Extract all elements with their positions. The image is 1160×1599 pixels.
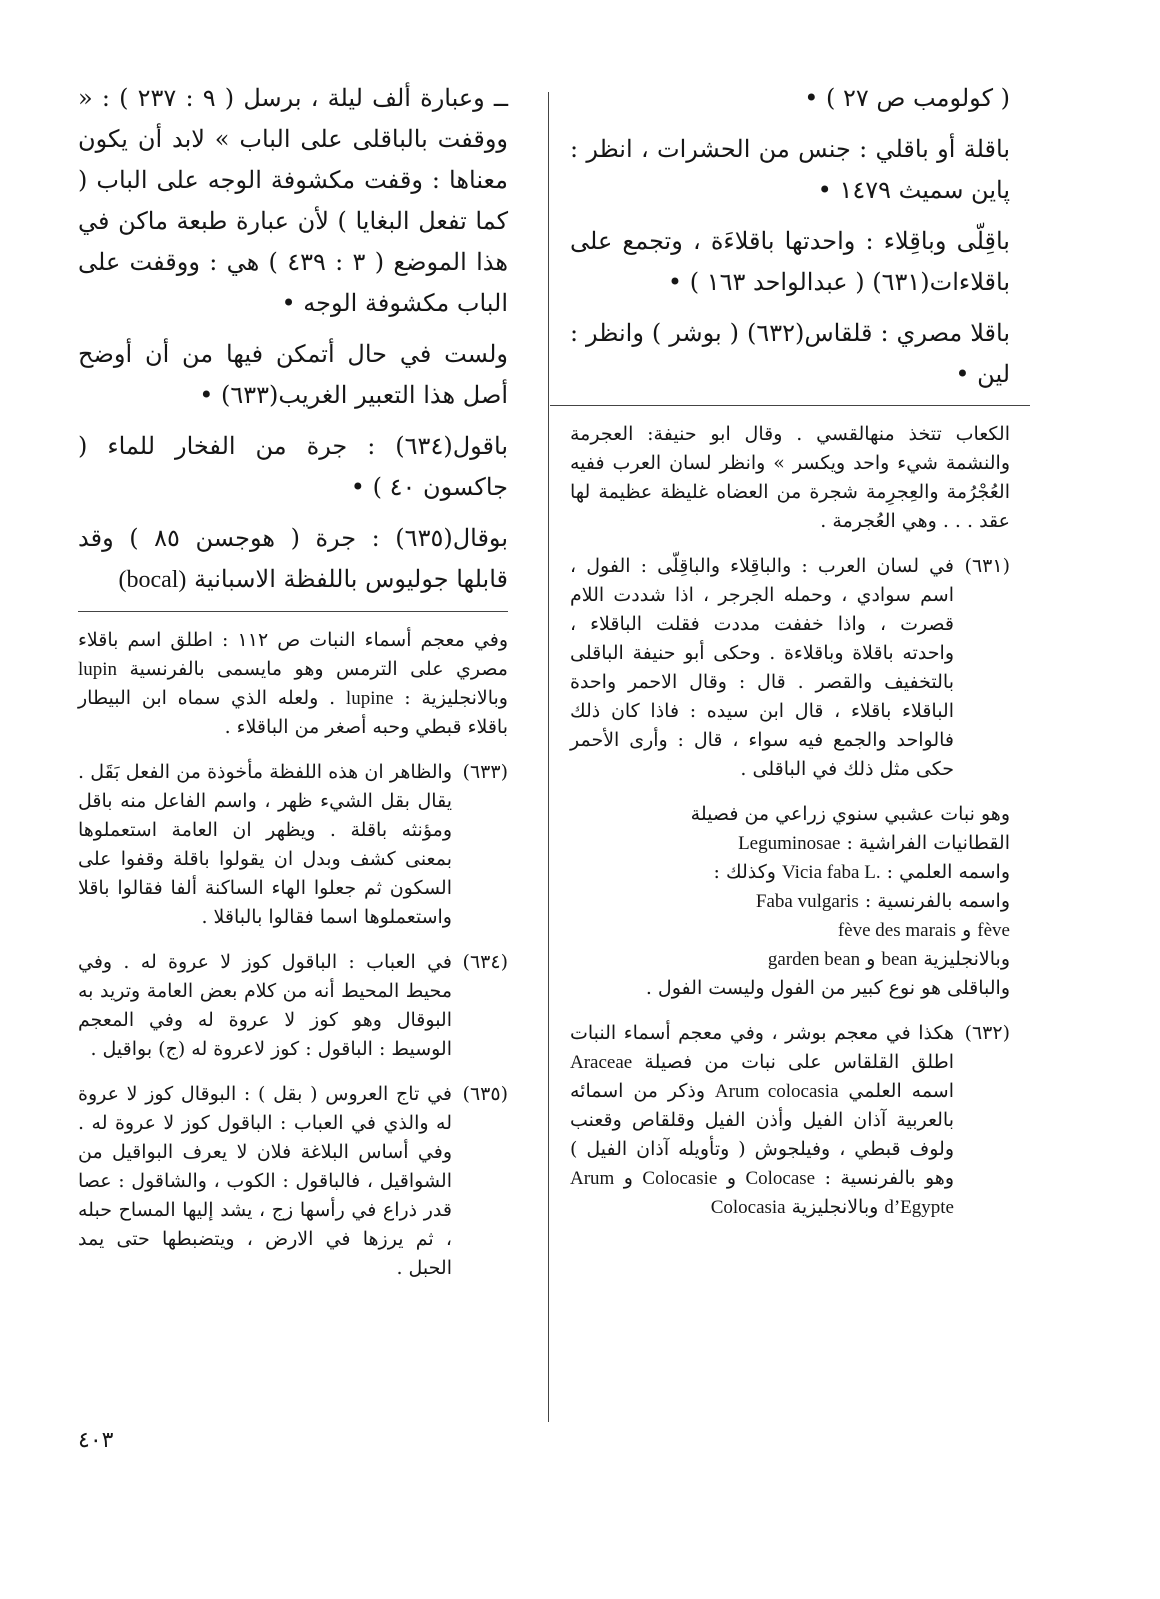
footnote-arabic: وبالانجليزية : [404,687,508,709]
footnote-latin-term: Araceae [570,1052,633,1073]
entry-baqla: باقلة أو باقلي : جنس من الحشرات ، انظر : پاين سميث ١٤٧٩ • [570,135,1010,204]
entry-boqal-text: بوقال(٦٣٥) : جرة ( هوجسن ٨٥ ) وقد قابلها جوليوس باللفظة الاسبانية [78,524,509,593]
footnote-number: (٦٣١) [964,555,1010,577]
botany-latin-term: Leguminosae [738,833,841,854]
footnote-635 [78,1080,508,1283]
entry-baqilla: باقِلّى وباقِلاء : واحدتها باقلاءَة ، وتجمع على باقلاءات(٦٣١) ( عبدالواحد ١٦٣ ) • [570,227,1010,296]
footnote-latin-term: Colocasie [642,1168,718,1189]
entry-alf-layla: ــ وعبارة ألف ليلة ، برسل ( ٩ : ٢٣٧ ) : « ووقفت بالباقلى على الباب » لابد أن يكون معناها : وقفت مكشوفة الوجه على الباب ( كما تفعل البغايا ) لأن عبارة طبعة ماكن في هذا الموضع ( ٣ : ٤٣٩ ) هي : ووقفت على الباب مكشوفة الوجه • [78,84,509,317]
footnote-latin-term: lupin [78,659,118,680]
botany-arabic: واسمه العلمي : [886,861,1010,883]
footnote-number: (٦٣٤) [462,951,508,973]
footnote-separator [78,611,508,612]
footnote-number: (٦٣٣) [462,761,508,783]
botany-latin-term: garden bean [767,949,861,970]
botany-latin-term: Vicia faba L. [782,862,881,883]
footnote-634 [78,948,508,1064]
footnote-continuation: الكعاب تتخذ منهالقسي . وقال ابو حنيفة: العجرمة والنشمة شيء واحد ويكسر » وانظر لسان العرب ففيه العُجْرُمة والعِجرِمة شجرة من العضاه غليظة عظيمة لها عقد . . . وهي العُجرمة . [570,423,1010,532]
footnote-text: في العباب : الباقول كوز لا عروة له . وفي محيط المحيط أنه من كلام بعض العامة وتريد به البوقال وهو كوز لا عروة له وفي المعجم الوسيط : الباقول : كوز لاعروة له (ج) بواقيل . [78,951,452,1060]
footnote-text [570,1019,954,1222]
left-column [78,78,508,1299]
footnote-arabic: وفي معجم أسماء النبات ص ١١٢ : اطلق اسم باقلاء مصري على الترمس وهو مايسمى بالفرنسية [78,629,508,680]
footnote-number: (٦٣٥) [462,1083,508,1105]
botany-arabic: و [866,948,876,970]
botany-latin-term: fève des marais [837,920,957,941]
footnote-arabic: . ولعله الذي سماه ابن البيطار باقلاء قبطي وحبه أصغر من الباقلاء . [78,687,508,738]
botany-line [570,829,1010,858]
footnote-continuation [78,626,508,742]
footnote-arabic: اسمه العلمي [848,1080,954,1102]
footnote-latin-term: Colocasia [710,1197,786,1218]
column-divider [548,92,549,1422]
footnote-number: (٦٣٢) [964,1022,1010,1044]
botany-arabic: و [962,919,972,941]
botany-latin-term: bean [881,949,918,970]
footnote-632 [570,1019,1010,1222]
botany-line: والباقلى هو نوع كبير من الفول وليست الفول . [645,977,1010,999]
botany-latin-term: fève [977,920,1010,941]
footnote-latin-term: Arum d’Egypte [570,1168,954,1218]
entry-author-note: ولست في حال أتمكن فيها من أن أوضح أصل هذا التعبير الغريب(٦٣٣) • [78,340,508,409]
footnote-separator [550,405,1030,406]
footnote-633 [78,758,508,932]
footnote-latin-term: Arum colocasia [714,1081,839,1102]
footnote-arabic: وذكر من اسمائه بالعربية آذان الفيل وأذن الفيل وقلقاص وقعنب ولوف قبطي ، وفيلجوش ( وتأويله آذان الفيل ) وهو بالفرنسية : [570,1080,954,1189]
footnote-arabic: هكذا في معجم بوشر ، وفي معجم أسماء النبات اطلق القلقاس على نبات من فصيلة [570,1022,954,1073]
botany-line [570,945,1010,974]
entry-baqul: باقول(٦٣٤) : جرة من الفخار للماء ( جاكسون ٤٠ ) • [78,432,508,501]
botany-arabic: القطانيات الفراشية : [846,832,1010,854]
botany-line [570,858,1010,887]
footnote-text: في تاج العروس ( بقل ) : البوقال كوز لا عروة له والذي في العباب : الباقول كوز لا عروة له . وفي أساس البلاغة فلان لا يعرف البواقيل من الشواقيل ، فالباقول : الكوب ، والشاقول : عصا قدر ذراع في رأسها زج ، يشد إليها المساح حبله ، ثم يرزها في الارض ، ويتضبطها حتى يمد الحبل . [78,1083,452,1279]
footnote-arabic: و [623,1167,633,1189]
botany-line: وهو نبات عشبي سنوي زراعي من فصيلة [690,803,1010,825]
botany-arabic: وبالانجليزية [923,948,1010,970]
botany-arabic: وكذلك : [713,861,776,883]
footnote-631-botany [570,800,1010,1003]
footnote-text: في لسان العرب : والباقِلاء والباقِلّى : الفول ، اسم سوادي ، وحمله الجرجر ، اذا شددت اللام قصرت ، واذا خففت مددت فقلت الباقلاء ، واحدته باقلاة وباقلاءة . وحكى أبو حنيفة الباقلى بالتخفيف والقصر . قال : وقال الاحمر واحدة الباقلاء باقلاء ، قال ابن سيده : فاذا كان ذلك فالواحد والجمع فيه سواء ، قال : وأرى الأحمر حكى مثل ذلك في الباقلى . [570,555,954,780]
botany-line [570,887,1010,916]
entry-baqla-masri: باقلا مصري : قلقاس(٦٣٢) ( بوشر ) وانظر : لين • [570,319,1011,388]
entry-colomb-ref: ( كولومب ص ٢٧ ) • [804,84,1010,112]
footnote-arabic: وبالانجليزية [791,1196,879,1218]
right-column [570,78,1010,1238]
entry-boqal [78,518,508,601]
footnote-631 [570,552,1010,784]
footnote-latin-term: Colocase [745,1168,816,1189]
botany-line [570,916,1010,945]
footnote-latin-term: lupine [345,688,394,709]
botany-arabic: واسمه بالفرنسية : [864,890,1010,912]
page-number: ٤٠٣ [78,1428,114,1453]
latin-term: (bocal) [118,567,187,593]
botany-latin-term: Faba vulgaris [755,891,859,912]
footnote-text: والظاهر ان هذه اللفظة مأخوذة من الفعل بَقَل . يقال بقل الشيء ظهر ، واسم الفاعل منه باقل ومؤنثه باقلة . ويظهر ان العامة استعملوها بمعنى كشف وبدل ان يقولوا باقلة وقفوا على السكون ثم جعلوا الهاء الساكنة ألفا فقالوا باقلا واستعملوها اسما فقالوا بالباقلا . [78,761,452,928]
footnote-arabic: و [726,1167,736,1189]
